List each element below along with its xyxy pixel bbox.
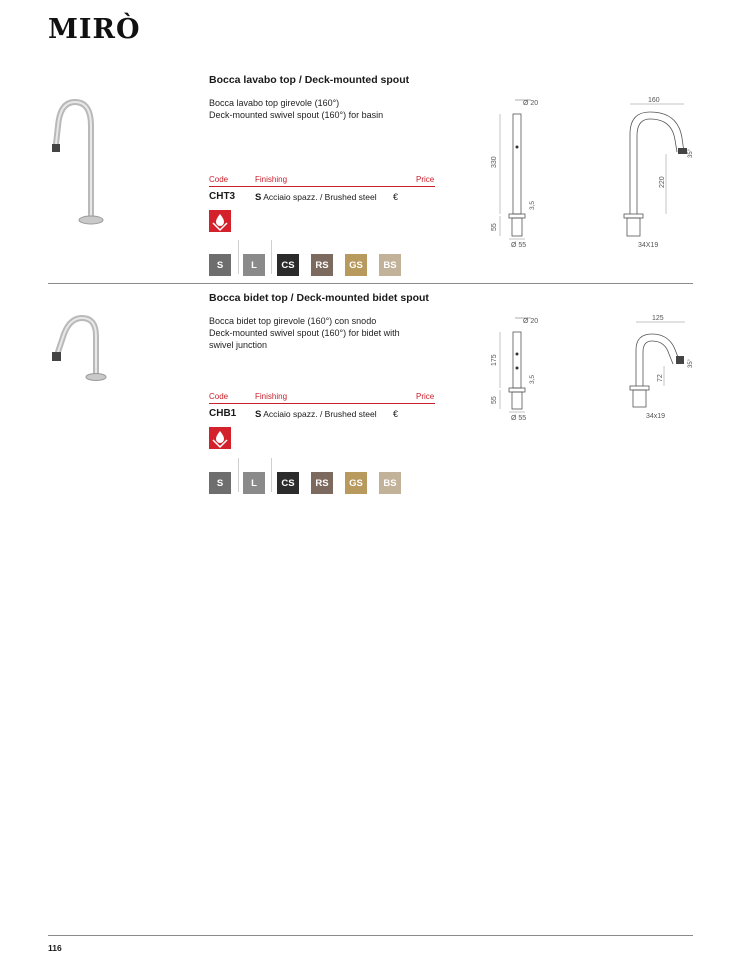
price-value: €: [393, 192, 399, 202]
footer-rule: [48, 935, 693, 936]
swatch-bs[interactable]: BS: [379, 254, 401, 276]
finishing-header: Finishing: [255, 175, 288, 184]
tech-drawing-side: [610, 314, 700, 424]
dim-sub: 3,5: [529, 374, 536, 384]
dim-diam-top: Ø 20: [523, 100, 539, 107]
swatch-s[interactable]: S: [209, 472, 231, 494]
code-header: Code: [209, 175, 229, 184]
water-saving-icon: [209, 427, 231, 449]
desc-line: swivel junction: [209, 340, 268, 350]
dim-base: 55: [491, 396, 498, 404]
swatch-cs[interactable]: CS: [277, 254, 299, 276]
swatch-gs[interactable]: GS: [345, 254, 367, 276]
swatch-separator: [271, 458, 272, 492]
dim-base: 55: [491, 223, 498, 231]
product-title: Bocca lavabo top / Deck-mounted spout: [209, 74, 410, 86]
desc-line: Bocca bidet top girevole (160°) con snodo: [209, 316, 377, 326]
dim-diam-base: Ø 55: [511, 242, 527, 249]
price-header: Price: [416, 392, 435, 401]
swatch-s[interactable]: S: [209, 254, 231, 276]
product-photo-chb1: [48, 314, 108, 384]
product-description: [209, 315, 439, 351]
product-title: Bocca bidet top / Deck-mounted bidet spout: [209, 292, 429, 304]
finish-code: S: [255, 192, 262, 203]
swatch-rs[interactable]: RS: [311, 472, 333, 494]
swatch-l[interactable]: L: [243, 254, 265, 276]
page-number: 116: [48, 943, 62, 953]
desc-line: Bocca lavabo top girevole (160°): [209, 98, 340, 108]
finishing-header: Finishing: [255, 392, 288, 401]
tech-drawing-side: [600, 96, 700, 251]
section-divider: [48, 283, 693, 284]
tech-drawing-front: [485, 314, 545, 424]
dim-diam-top: Ø 20: [523, 318, 539, 325]
dim-diam-base: Ø 55: [511, 415, 527, 422]
swatch-bs[interactable]: BS: [379, 472, 401, 494]
swatch-l[interactable]: L: [243, 472, 265, 494]
price-value: €: [393, 409, 399, 419]
brand-logo: MIRÒ: [48, 14, 141, 45]
dim-angle: 35°: [688, 358, 694, 368]
water-saving-icon: [209, 210, 231, 232]
product-code: CHT3: [209, 191, 236, 202]
desc-line: Deck-mounted swivel spout (160°) for basin: [209, 110, 384, 120]
code-header: Code: [209, 392, 229, 401]
header-rule: [209, 186, 435, 187]
dim-spout-height: 72: [657, 374, 664, 382]
price-header: Price: [416, 175, 435, 184]
swatch-separator: [238, 240, 239, 274]
desc-line: Deck-mounted swivel spout (160°) for bidet with: [209, 328, 400, 338]
finish-code: S: [255, 409, 262, 420]
swatch-gs[interactable]: GS: [345, 472, 367, 494]
header-rule: [209, 403, 435, 404]
dim-reach: 160: [648, 97, 660, 104]
swatch-separator: [238, 458, 239, 492]
dim-angle: 35°: [688, 148, 694, 158]
product-description: [209, 97, 439, 121]
tech-drawing-front: [485, 96, 545, 251]
swatch-separator: [271, 240, 272, 274]
dim-reach: 125: [652, 315, 664, 322]
dim-height: 175: [491, 354, 498, 366]
finish-text: Acciaio spazz. / Brushed steel: [263, 192, 377, 202]
dim-height: 330: [491, 156, 498, 168]
finish-value: [255, 192, 377, 203]
product-code: CHB1: [209, 408, 237, 419]
finish-text: Acciaio spazz. / Brushed steel: [263, 409, 377, 419]
product-photo-cht3: [48, 96, 108, 228]
dim-thread: 34x19: [646, 413, 666, 420]
swatch-rs[interactable]: RS: [311, 254, 333, 276]
dim-sub: 3,5: [529, 200, 536, 210]
swatch-cs[interactable]: CS: [277, 472, 299, 494]
dim-thread: 34X19: [638, 242, 659, 249]
finish-value: [255, 409, 377, 420]
dim-spout-height: 220: [659, 176, 666, 188]
